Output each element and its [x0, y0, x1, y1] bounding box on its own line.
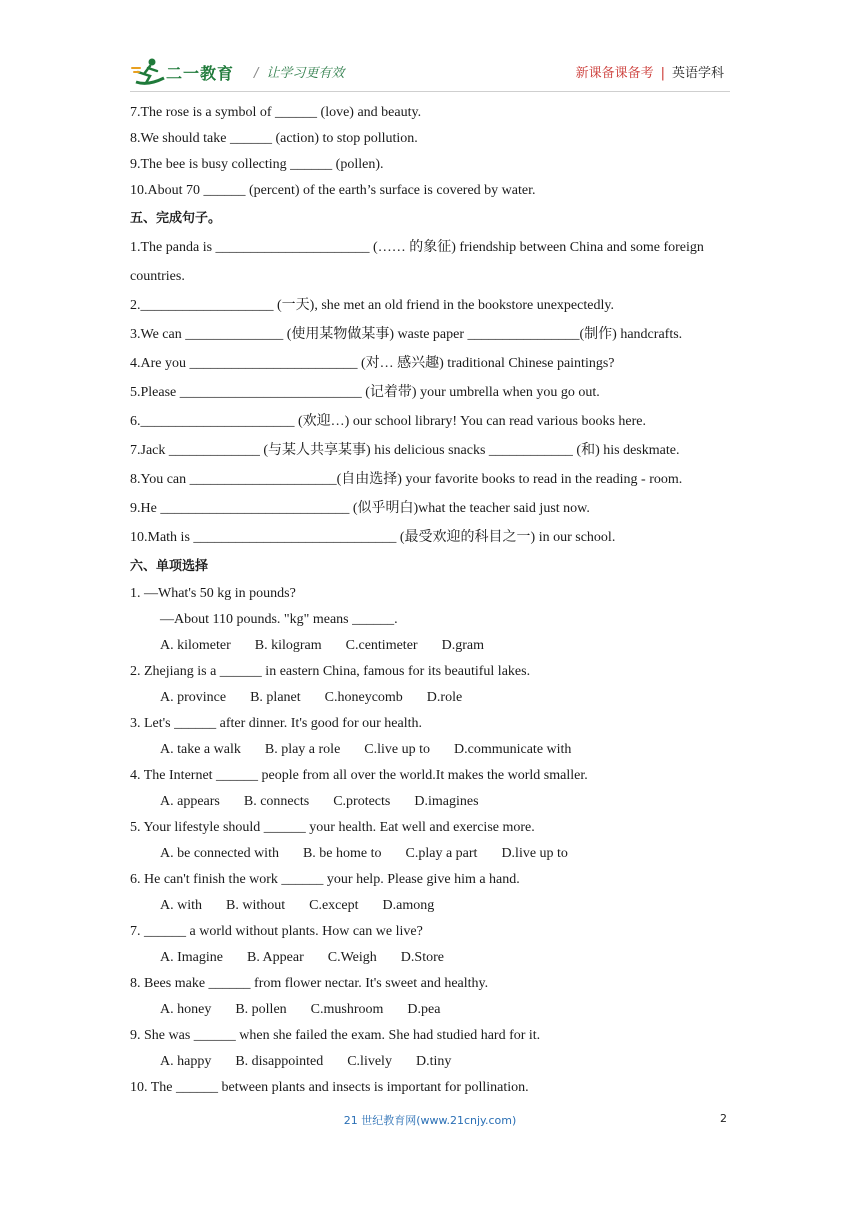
- option: D.tiny: [415, 1054, 452, 1069]
- option: C.play a part: [405, 846, 478, 861]
- sentence-item: 10.Math is _____________________________ (最受欢迎的科目之一) in our school.: [130, 530, 616, 545]
- header-right: 新课备课备考 | 英语学科: [575, 66, 724, 81]
- option: B. kilogram: [254, 638, 322, 653]
- sentence-item: 2.___________________ (一天), she met an old friend in the bookstore unexpectedly.: [130, 298, 614, 313]
- document-body: [130, 100, 735, 1101]
- question-stem: 2. Zhejiang is a ______ in eastern China, famous for its beautiful lakes.: [130, 664, 531, 679]
- option: A. be connected with: [160, 846, 279, 861]
- page-header: [130, 56, 730, 90]
- page-number: 2: [720, 1112, 727, 1125]
- option: B. connects: [243, 794, 310, 809]
- option: C.lively: [347, 1054, 392, 1069]
- question-stem: 8. Bees make ______ from flower nectar. It's sweet and healthy.: [130, 976, 489, 991]
- exercise-line: 9.The bee is busy collecting ______ (pollen).: [130, 157, 384, 172]
- question-stem: 1. —What's 50 kg in pounds?: [130, 586, 296, 601]
- option: D.role: [426, 690, 463, 705]
- question-options: [130, 633, 735, 659]
- option: A. take a walk: [160, 742, 241, 757]
- question-options: [130, 737, 735, 763]
- option: D.among: [382, 898, 435, 913]
- question-stem: 3. Let's ______ after dinner. It's good for our health.: [130, 716, 422, 731]
- option: A. province: [160, 690, 227, 705]
- footer-site: 21 世纪教育网(www.21cnjy.com): [343, 1114, 517, 1127]
- question-stem: 10. The ______ between plants and insects is important for pollination.: [130, 1080, 529, 1095]
- option: C.protects: [333, 794, 391, 809]
- sentence-item: 6.______________________ (欢迎…) our school library! You can read various books here.: [130, 414, 646, 429]
- option: D.Store: [400, 950, 444, 965]
- question-options: [130, 841, 735, 867]
- header-course-label: 新课备课备考: [575, 66, 654, 81]
- option: B. be home to: [302, 846, 382, 861]
- sentence-item: 3.We can ______________ (使用某物做某事) waste paper ________________(制作) handcrafts.: [130, 327, 683, 342]
- option: B. disappointed: [235, 1054, 324, 1069]
- option: D.pea: [407, 1002, 441, 1017]
- option: B. pollen: [235, 1002, 287, 1017]
- option: A. Imagine: [160, 950, 223, 965]
- option: A. happy: [160, 1054, 212, 1069]
- option: B. Appear: [246, 950, 304, 965]
- option: A. kilometer: [160, 638, 231, 653]
- exercise-line: 8.We should take ______ (action) to stop pollution.: [130, 131, 418, 146]
- option: C.except: [309, 898, 359, 913]
- question-stem: 9. She was ______ when she failed the exam. She had studied hard for it.: [130, 1028, 541, 1043]
- section-title: 五、完成句子。: [130, 211, 222, 226]
- question-stem-reply: —About 110 pounds. "kg" means ______.: [160, 612, 398, 627]
- question-options: [130, 997, 735, 1023]
- option: C.Weigh: [327, 950, 377, 965]
- sentence-item: 9.He ___________________________ (似乎明白)what the teacher said just now.: [130, 501, 590, 516]
- section-title: 六、单项选择: [130, 559, 209, 574]
- header-subject: 英语学科: [671, 66, 724, 81]
- sentence-item: 5.Please __________________________ (记着带) your umbrella when you go out.: [130, 385, 600, 400]
- sentence-item: 1.The panda is ______________________ (…… 的象征) friendship between China and some foreign countries.: [130, 240, 704, 284]
- option: B. play a role: [264, 742, 341, 757]
- question-stem: 6. He can't finish the work ______ your help. Please give him a hand.: [130, 872, 520, 887]
- option: D.gram: [441, 638, 484, 653]
- question-options: [130, 893, 735, 919]
- option: D.communicate with: [454, 742, 572, 757]
- question-options: [130, 1049, 735, 1075]
- question-options: [130, 945, 735, 971]
- option: B. planet: [250, 690, 301, 705]
- slogan: / 让学习更有效: [254, 66, 345, 81]
- header-rule: [130, 91, 730, 92]
- option: D.live up to: [501, 846, 568, 861]
- option: C.live up to: [364, 742, 431, 757]
- option: C.honeycomb: [324, 690, 403, 705]
- option: A. honey: [160, 1002, 212, 1017]
- option: A. appears: [160, 794, 220, 809]
- option: C.mushroom: [310, 1002, 384, 1017]
- question-stem: 4. The Internet ______ people from all over the world.It makes the world smaller.: [130, 768, 588, 783]
- sentence-item: 4.Are you ________________________ (对… 感兴趣) traditional Chinese paintings?: [130, 356, 615, 371]
- sentence-item: 8.You can _____________________(自由选择) your favorite books to read in the reading - room.: [130, 472, 683, 487]
- question-options: [130, 789, 735, 815]
- question-stem: 7. ______ a world without plants. How can we live?: [130, 924, 423, 939]
- logo-text: 二一教育: [166, 64, 235, 83]
- question-stem: 5. Your lifestyle should ______ your health. Eat well and exercise more.: [130, 820, 535, 835]
- exercise-line: 10.About 70 ______ (percent) of the earth’s surface is covered by water.: [130, 183, 536, 198]
- option: C.centimeter: [345, 638, 418, 653]
- option: A. with: [160, 898, 202, 913]
- exercise-line: 7.The rose is a symbol of ______ (love) and beauty.: [130, 105, 422, 120]
- option: B. without: [226, 898, 286, 913]
- sentence-item: 7.Jack _____________ (与某人共享某事) his delicious snacks ____________ (和) his deskmate.: [130, 443, 680, 458]
- option: D.imagines: [414, 794, 479, 809]
- question-options: [130, 685, 735, 711]
